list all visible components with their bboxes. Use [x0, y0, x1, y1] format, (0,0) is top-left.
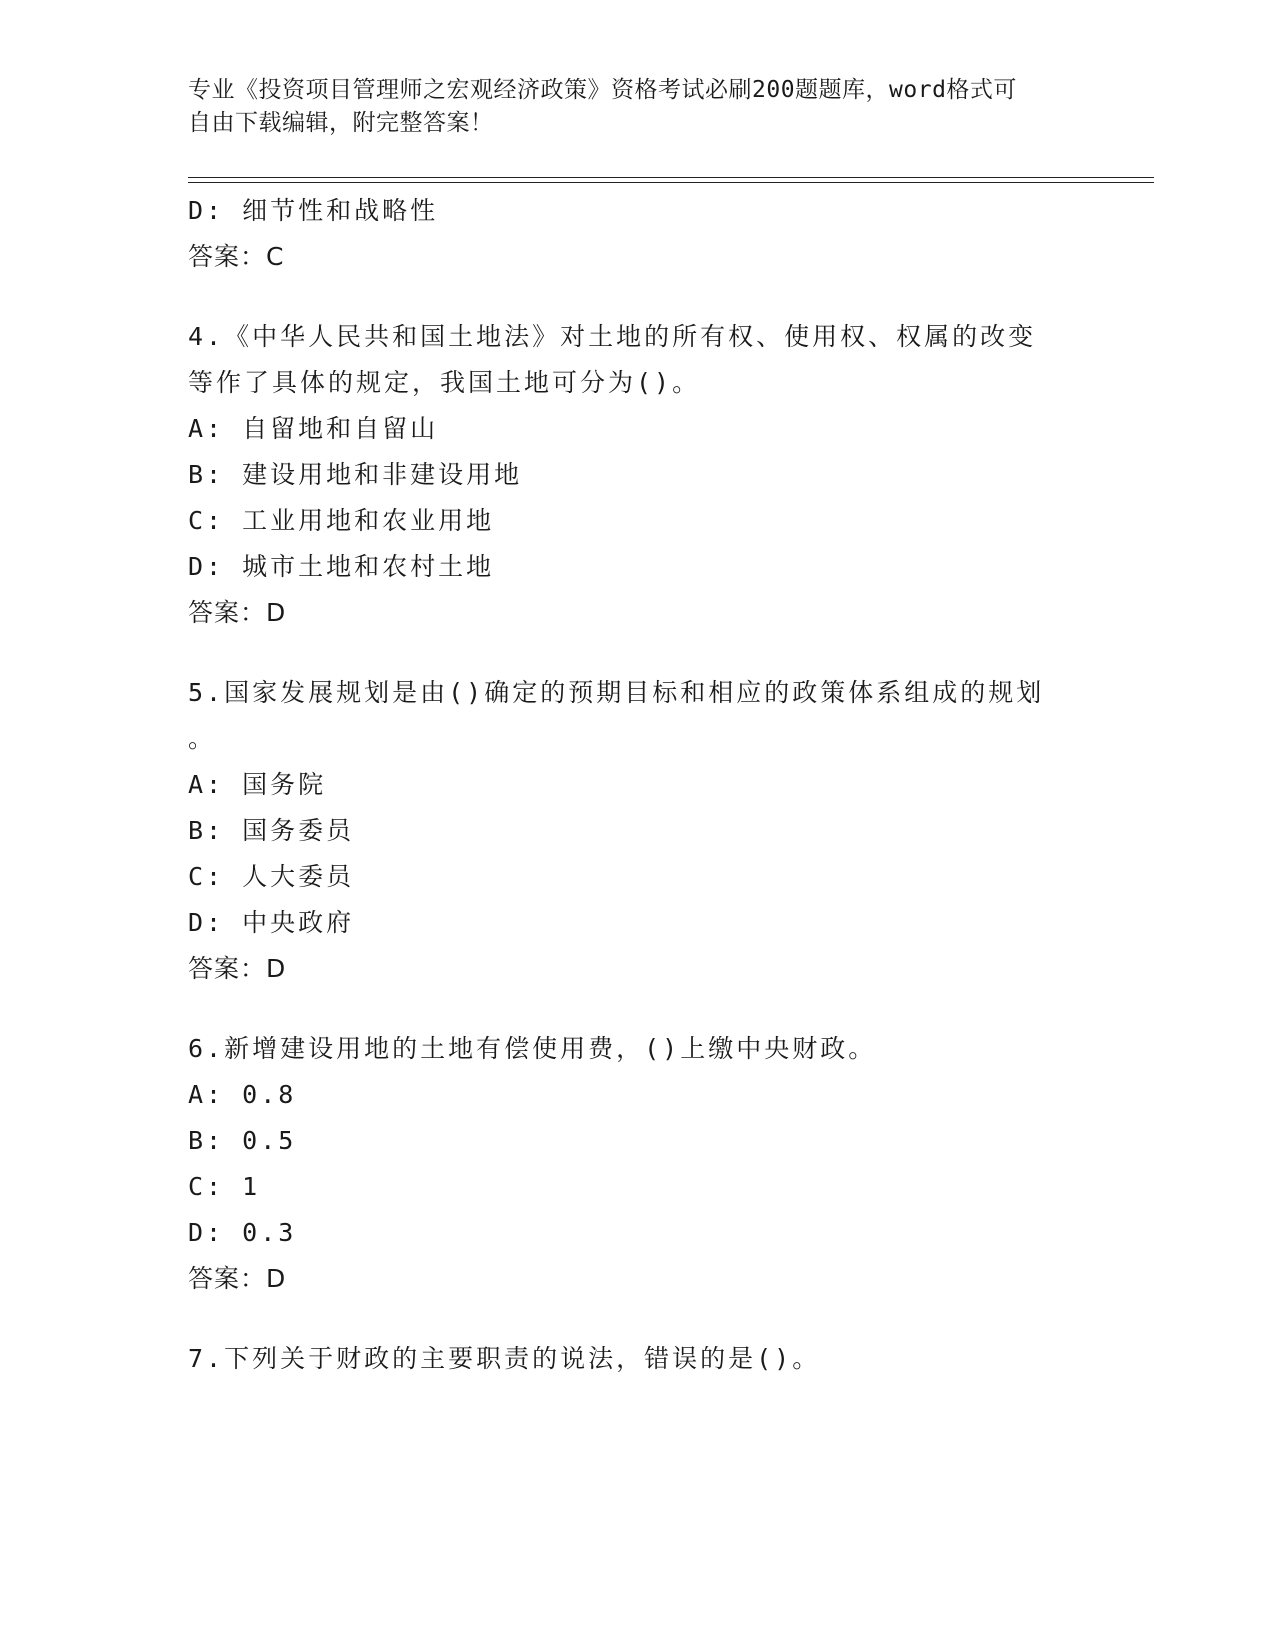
option-d: D: 0.3 — [188, 1218, 297, 1247]
question-text-line: 6.新增建设用地的土地有偿使用费，()上缴中央财政。 — [188, 1034, 877, 1063]
spacer — [188, 992, 1088, 1026]
spacer — [188, 1302, 1088, 1336]
option-b: B: 0.5 — [188, 1126, 297, 1155]
header-rule-bottom — [188, 182, 1154, 183]
option-d: D: 城市土地和农村土地 — [188, 552, 495, 581]
answer-line: 答案：D — [188, 954, 287, 983]
question-4 — [188, 314, 1088, 636]
question-7 — [188, 1336, 1088, 1382]
spacer — [188, 636, 1088, 670]
answer-line: 答案：D — [188, 598, 287, 627]
option-c: C: 人大委员 — [188, 862, 355, 891]
question-text-line: 等作了具体的规定，我国土地可分为()。 — [188, 368, 701, 397]
header-rule-top — [188, 177, 1154, 178]
document-header — [188, 74, 1068, 140]
answer-line: 答案：D — [188, 1264, 287, 1293]
question-text-line: 5.国家发展规划是由()确定的预期目标和相应的政策体系组成的规划 — [188, 678, 1045, 707]
option-b: B: 建设用地和非建设用地 — [188, 460, 523, 489]
prev-question-tail — [188, 188, 1088, 280]
question-5 — [188, 670, 1088, 992]
answer-line: 答案：C — [188, 242, 285, 271]
option-c: C: 1 — [188, 1172, 261, 1201]
question-text-line: 4.《中华人民共和国土地法》对土地的所有权、使用权、权属的改变 — [188, 322, 1037, 351]
option-d: D: 中央政府 — [188, 908, 355, 937]
question-text-line: 。 — [188, 724, 217, 753]
spacer — [188, 280, 1088, 314]
header-line-1: 专业《投资项目管理师之宏观经济政策》资格考试必刷200题题库，word格式可 — [188, 77, 1017, 103]
option-a: A: 自留地和自留山 — [188, 414, 439, 443]
question-text-line: 7.下列关于财政的主要职责的说法，错误的是()。 — [188, 1344, 821, 1373]
option-a: A: 国务院 — [188, 770, 327, 799]
option-c: C: 工业用地和农业用地 — [188, 506, 495, 535]
question-content — [188, 188, 1088, 1382]
option-d: D: 细节性和战略性 — [188, 196, 439, 225]
header-line-2: 自由下载编辑，附完整答案！ — [188, 110, 494, 136]
option-b: B: 国务委员 — [188, 816, 355, 845]
option-a: A: 0.8 — [188, 1080, 297, 1109]
question-6 — [188, 1026, 1088, 1302]
